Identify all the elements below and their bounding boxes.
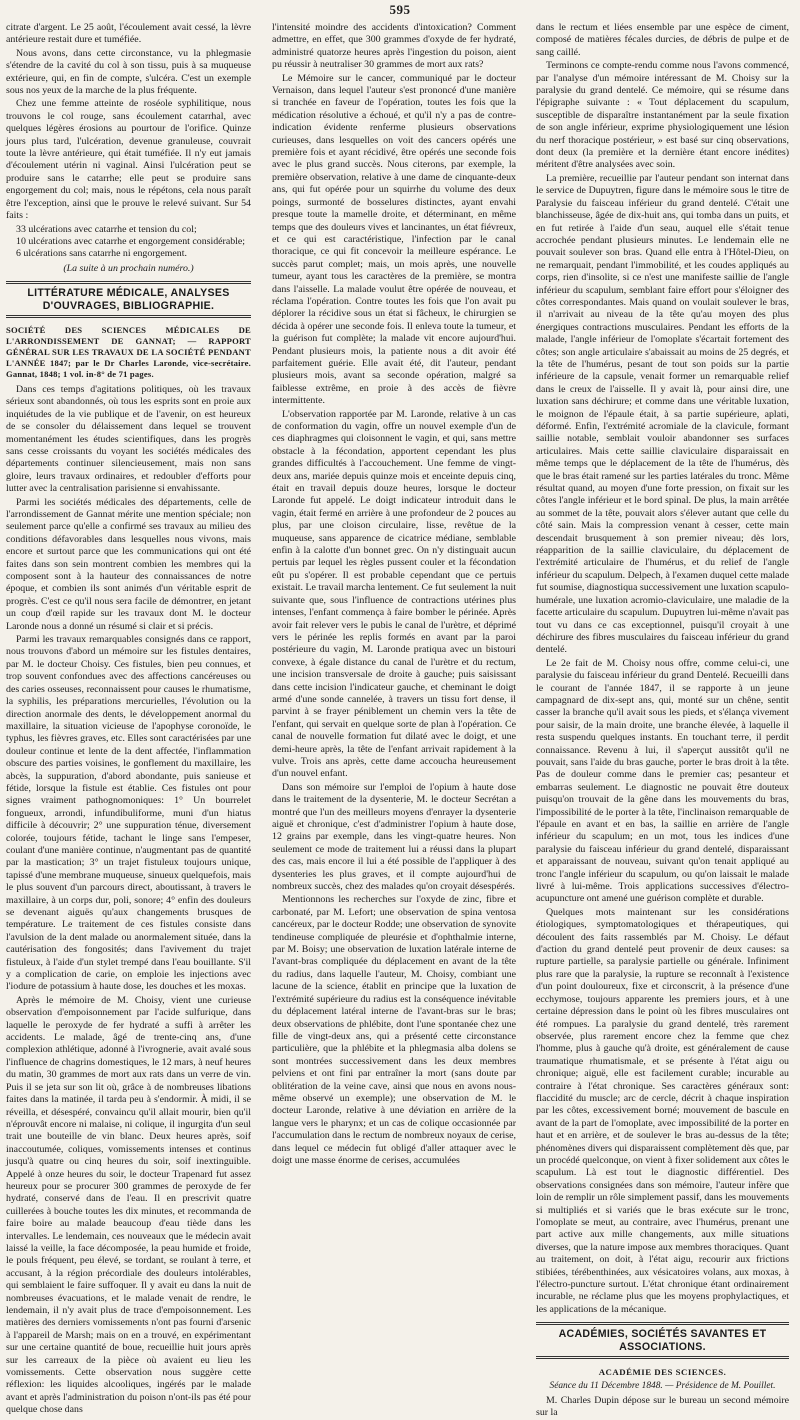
paragraph: Quelques mots maintenant sur les considérations étiologiques, symptomatologiques et thérapeutiques, qui découlent des faits rassemblés par M. Choisy. Le défaut d'action du grand dentelé peut provenir de deux causes: sa rupture partielle, sa paralysie partielle ou générale. Infiniment plus rare que la paralysie, la rupture se reconnaît à l'existence d'un point douloureux, fixe et circonscrit, à la présence d'une ecchymose, toujours apparente les premiers jours, et à une certaine dépression dans le point où les fibres musculaires ont été rompues. La paralysie du grand dentelé, très rarement observée, plus rarement encore chez la femme que chez l'homme, plus à gauche qu'à droite, est généralement de cause traumatique rhumatismale, et se présente à l'état aigu ou chronique; aiguë, elle est facilement curable; incurable au contraire à l'état chronique. Ses caractères généraux sont: flaccidité du muscle; arc de cercle, décrit à chaque inspiration par les côtes, excessivement borné; mouvement de bascule en avant de la part de l'omoplate, avec impossibilité de la porter en haut et en arrière, et de soulever le bras au-dessus de la tête; phénomènes divers qui disparaissent complètement dès que, par un procédé quelconque, on vient à fixer solidement aux côtes le scapulum. Là est tout le diagnostic différentiel. Des observations consignées dans son mémoire, l'auteur infère que loin de remplir un rôle simplement passif, dans les mouvements si multipliés et si variés que le bras exécute sur le tronc, l'omoplate se meut, au contraire, avec l'humérus, prenant une part active aux mille changements, aux mille situations diverses, que la nature impose aux membres thoraciques. Quant au traitement, on doit, à l'état aigu, recourir aux frictions stibiées, térébenthinées, aux vésicatoires volans, aux moxas, à l'électro-puncture surtout. L'état chronique étant ordinairement incurable, ne réclame plus que les moyens prophylactiques, et les applications de la mécanique. [536,906,789,1315]
paragraph: Parmi les travaux remarquables consignés dans ce rapport, nous trouvons d'abord un mémoire sur les fistules dentaires, par M. le docteur Choisy. Ces fistules, bien peu connues, et trop souvent confondues avec des affections cancéreuses ou des caries osseuses, reconnaissent pour causes le rhumatisme, la syphilis, les préparations mercurielles, l'évolution ou la direction anormale des dents, le développement anormal du maxillaire, la situation vicieuse de l'apophyse coronoïde, le typhus, les fièvres graves, etc. Elles sont caractérisées par une douleur continue et lente de la dent affectée, l'inflammation obscure des parties voisines, le gonflement du maxillaire, les abcès, la suppuration, d'abord abondante, puis sanieuse et fétide, lorsque la fistule est établie. Ces fistules ont pour signes vraiment pathognomoniques: 1° Un bourrelet fongueux, arrondi, infundibuliforme, muni d'un hiatus difficile à découvrir; 2° une suppuration ténue, diversement colorée, toujours fétide, tachant le linge sans l'empeser, coulant d'une manière continue, n'augmentant pas de quantité par la mastication; 3° un trajet fistuleux toujours unique, tapissé d'une membrane muqueuse, sinueux quelquefois, mais le plus souvent d'un parcours direct, aboutissant, à travers le maxillaire, à un corps dur, poli, sonore; 4° enfin des douleurs se devenant aiguës qu'aux changements brusques de température. Le traitement de ces fistules consiste dans l'avulsion de la dent malade ou anormalement située, dans la cautérisation des fongosités; dans l'avivement du trajet fistuleux, à l'aide d'un stylet trempé dans l'eau bouillante. S'il y a complication de carie, on emploie les injections avec l'iodure de potassium à haute dose, les douches et les moxas. [6,634,251,993]
list-item: 33 ulcérations avec catarrhe et tension du col; [16,223,197,235]
paragraph: Après le mémoire de M. Choisy, vient une curieuse observation d'empoisonnement par l'acide sulfurique, dans laquelle le peroxyde de fer hydraté a suffi à arrêter les accidents. Le malade, âgé de trente-cinq ans, d'une complexion athlétique, adonné à l'ivrognerie, avait avalé sous l'influence de chagrins domestiques, le 12 mars, à neuf heures du matin, 30 grammes de mort aux rats dans un verre de vin. Puis il se jeta sur son lit où, grâce à de nombreuses libations faites dans la matinée, il tarda peu à s'endormir. À midi, il se réveilla, et désespéré, convaincu qu'il allait mourir, bien qu'il n'éprouvât encore ni malaise, ni colique, il ingurgita d'un seul trait une bouteille de vin blanc. Deux heures après, soif inaccoutumée, coliques, vomissements intenses et continus jusqu'à quatre ou cinq heures du soir, soif inextinguible. Appelé à onze heures du soir, le docteur Trapenard fut assez heureux pour se procurer 300 grammes de peroxyde de fer hydraté, conservé dans de l'eau. Il en prescrivit quatre cuillerées à bouche toutes les dix minutes, et recommanda de faire boire au malade beaucoup d'eau tiède dans les intervalles. Le lendemain, ces nouveaux que le médecin avait laissé la veille, la face décomposée, la peau humide et froide, le pouls fréquent, peu élevé, se tordant, se roulant à terre, et accusant, à la région précordiale des douleurs intolérables, qui semblaient le faire suffoquer. Il y avait eu dans la nuit de nombreuses évacuations, et le malade venait de rendre, le lendemain, il n'y avait plus de trace d'empoisonnement. Les matières des derniers vomissements n'ont pas fourni d'arsenic à l'appareil de Marsh; mais on en a trouvé, en expérimentant sur une certaine quantité de boue, recueillie huit jours après sur les carreaux de la pièce où avaient eu lieu les vomissements. Cette observation nous suggère cette réflexion: les liquides alcooliques, ingérés par le malade avant et après l'administration du poison n'ont-ils pas été pour quelque chose dans [6,994,251,1416]
list-item: 6 ulcérations sans catarrhe ni engorgement. [16,248,187,260]
paragraph: Terminons ce compte-rendu comme nous l'avons commencé, par l'analyse d'un mémoire intéressant de M. Choisy sur la paralysie du grand dentelé. Ce mémoire, qui se résume dans l'épigraphe suivante : « Tout déplacement du scapulum, susceptible de disparaître instantanément par la seule fixation de son angle inférieur, exprime physiologiquement une lésion du nerf thoracique postérieur, » est basé sur cinq observations, dont deux (la première et la dernière étant encore inédites) méritent d'être analysées avec soin. [536,60,789,171]
paragraph: Mentionnons les recherches sur l'oxyde de zinc, fibre et carbonaté, par M. Lefort; une observation de spina ventosa cancéreux, par le docteur Rodde; une observation de synovite tendineuse compliquée de pleurésie et d'ophthalmie interne, par M. Boisy; une observation de luxation latérale interne de l'avant-bras compliquée du déplacement en avant de la tête du radius, dans laquelle l'auteur, M. Choisy, combiant une lacune de la science, établit en principe que la luxation de l'extrémité supérieure du radius est la conséquence inévitable du déplacement latéral interne de l'avant-bras sur le bras; deux observations de phlébite, dont l'une spontanée chez une fille de vingt-deux ans, qui a présenté cette circonstance particulière, que la phlébite et la phlegmasia alba dolens se sont montrées successivement dans les deux membres pelviens et ont fini par entraîner la mort (sans doute par oblitération de la veine cave, ainsi que nous en avons nous-même observé un exemple); une observation de M. le docteur Laronde, relative à une déviation en arrière de la langue vers le pharynx; et un cas de colique occasionnée par l'accumulation dans le rectum de nombreux noyaux de cerise, dans lequel ce médecin fut obligé d'aller attaquer avec le doigt une masse énorme de cerises, accumulées [272,894,516,1166]
paragraph: citrate d'argent. Le 25 août, l'écoulement avait cessé, la lèvre antérieure restait dure et tuméfiée. [6,22,251,46]
paragraph: Chez une femme atteinte de roséole syphilitique, nous trouvons le col rouge, sans écoulement catarrhal, avec quelques légères érosions au pourtour de l'orifice. Quinze jours plus tard, l'ulcération, devenue granuleuse, couvrait toute la lèvre antérieure, qui était tuméfiée. Il n'y eut jamais d'écoulement utérin ni vaginal. Ainsi l'ulcération peut se produire sans le catarrhe; elle peut se produire sans engorgement du col; mais, nous le répétons, cela nous paraît être l'exception, ainsi que le prouve le relevé suivant. Sur 54 faits : [6,98,251,222]
section-heading: ACADÉMIES, SOCIÉTÉS SAVANTES ET ASSOCIATIONS. [536,1322,789,1359]
page-number: 595 [389,2,411,17]
review-title [6,325,251,380]
review-title-text: SOCIÉTÉ DES SCIENCES MÉDICALES DE L'ARRONDISSEMENT DE GANNAT; — RAPPORT GÉNÉRAL SUR LES TRAVAUX DE LA SOCIÉTÉ PENDANT L'ANNÉE 1847; par le Dr Charles Laronde, vice-secrétaire. Gannat, 1848; 1 vol. in-8° de 71 pages. [6,324,251,379]
paragraph: Dans son mémoire sur l'emploi de l'opium à haute dose dans le traitement de la dysenterie, M. le docteur Secrétan a montré que l'un des meilleurs moyens d'enrayer la dysenterie aiguë et chronique, c'est d'administrer l'opium à haute dose, 12 grains par exemple, dans les vingt-quatre heures. Non seulement ce mode de traitement lui a réussi dans la plupart des cas, mais encore il lui a été possible de l'appliquer à des dysenteries les plus graves, et il compte aujourd'hui de nombreux succès, chez des malades qu'on croyait désespérés. [272,781,516,893]
column-2 [272,22,516,1166]
column-3 [536,22,789,1419]
paragraph: Le Mémoire sur le cancer, communiqué par le docteur Vernaison, dans lequel l'auteur s'est prononcé d'une manière si tranchée en faveur de l'opération, toutes les fois que la médication résolutive a échoué, et qu'il n'y a pas de contre-indication évidente renferme plusieurs observations curieuses, dans lesquelles on voit des cancers opérés une première fois et ayant récidivé, être opérés une seconde fois avec le plus grand succès. Nous citerons, par exemple, la première observation, relative à une dame de cinquante-deux ans, qui fut opérée pour un squirrhe du volume des deux poings, surmonté de bosselures distinctes, ayant envahi presque toute la mamelle droite, et déterminant, en même temps que des douleurs vives et lancinantes, un état fiévreux, et ce qui est caractéristique, l'infection par le canal thoracique, ce qui fit concevoir la meilleure espérance. Le succès parut complet; mais, un mois après, une nouvelle tumeur, ayant tous les caractères de la première, se montra dans l'aisselle. La malade voulut être opérée de nouveau, et réclama l'opération. Contre toutes les fois que l'on avait pu déplorer la récidive sous un état si fâcheux, le chirurgien se décida à opérer une seconde fois. Il enleva toute la tumeur, et la guérison fut complète; la malade vit encore aujourd'hui. Pendant plusieurs mois, la patiente nous a dit avoir été parfaitement guérie. Elle avait été, dit l'auteur, pendant plusieurs mois, avant sa seconde opération, malgré sa faiblesse extrême, en proie à des accès de fièvre intermittente. [272,72,516,407]
paragraph: Parmi les sociétés médicales des départements, celle de l'arrondissement de Gannat mérite une mention spéciale; non seulement parce qu'elle a confirmé ses travaux au milieu des conditions défavorables dans lesquelles nous vivons, mais encore et surtout parce que les communications qui ont été faites dans son sein montrent combien les membres qui la composent sont à la hauteur des connaissances de notre époque, et combien ils sont animés d'un véritable esprit de progrès. C'est ce qu'il nous sera facile de démontrer, en jetant un coup d'œil rapide sur les travaux dont M. le docteur Laronde nous a donné un résumé si clair et si précis. [6,496,251,632]
column-1 [6,22,251,1416]
paragraph: Nous avons, dans cette circonstance, vu la phlegmasie s'étendre de la cavité du col à son tissu, puis à sa muqueuse extérieure, qui, en fin de compte, s'ulcéra. C'est un exemple sous nos yeux de la marche de la plus fréquente. [6,47,251,97]
paragraph: M. Charles Dupin dépose sur le bureau un second mémoire sur la [536,1394,789,1419]
paragraph: La première, recueillie par l'auteur pendant son internat dans le service de Dupuytren, figure dans le mémoire sous le titre de Paralysie du faisceau inférieur du grand dentelé. C'était une blanchisseuse, âgée de dix-huit ans, qui tomba dans un puits, et en fut retirée à l'aide d'un seau, auquel elle s'était tenue accrochée pendant plusieurs minutes. Le lendemain elle ne pouvait soulever son bras. Quand elle entra à l'Hôtel-Dieu, on ne remarquait, pendant l'immobilité, et les coudes appliqués au corps, rien d'insolite, si ce n'est une manifeste saillie de l'angle inférieur du scapulum, semblant faire effort pour s'éloigner des côtes correspondantes. Mais quand on voulait soulever le bras, il n'arrivait au niveau de la tête qu'au moyen des plus énergiques contractions musculaires. Pendant les efforts de la malade, l'angle inférieur de l'omoplate s'écartait fortement des côtes; son angle articulaire s'abaissait au moins de 25 degrés, et la tête de l'humérus, pesant de tout son poids sur la partie inférieure de la capsule, venait former un remarquable relief dans le creux de l'aisselle. Il y avait là, pour ainsi dire, une luxation sans déchirure; et comme dans une véritable luxation, le moignon de l'épaule était, à sa partie supérieure, aplati, déformé. Enfin, l'extrémité acromiale de la clavicule, formant saillie notable, semblait vouloir abandonner ses surfaces articulaires. Mais cette saillie claviculaire disparaissait en même temps que le déplacement de la tête de l'humérus, dès que le bras était ramené sur les parties latérales du tronc. Même résultat quand, au moyen d'une forte pression, on fixait sur les côtes l'angle inférieur et le bord spinal. De plus, la main arrêtée au sommet de la tête, pouvait alors s'élever autant que celle du côté sain. Mais la compression venant à cesser, cette main descendait brusquement à son premier niveau; dès lors, réapparition de la saillie claviculaire, du déplacement de l'extrémité articulaire de l'humérus, et du relief de l'angle inférieur du scapulum. Delpech, à l'examen duquel cette malade fut soumise, diagnostiqua successivement une luxation scapulo-humérale, une luxation acromio-claviculaire, une maladie de la facette articulaire du scapulum. Dupuytren lui-même n'avait pas tout vu dans ce cas exceptionnel, puisqu'il croyait à une déchirure des fibres musculaires du faisceau inférieur du grand dentelé. [536,172,789,656]
paragraph: Le 2e fait de M. Choisy nous offre, comme celui-ci, une paralysie du faisceau inférieur du grand Dentelé. Recueilli dans le courant de l'année 1847, il se rapporte à un jeune campagnard de dix-sept ans, qui, monté sur un chêne, sentit casser la branche qu'il avait sous les pieds, et s'élança vivement pour saisir, de la main droite, une branche élevée, à laquelle il resta suspendu quelques instants. En touchant terre, il perdit connaissance. Revenu à lui, il s'aperçut aussitôt qu'il ne pouvait, sans l'aide du bras gauche, porter le bras droit à la tête. Pas de douleur comme dans le premier cas; pesanteur et embarras seulement. Le diagnostic ne pouvait être douteux puisqu'on trouvait de la gêne dans les mouvements du bras, l'impossibilité de le porter à la tête, l'inclinaison remarquable de l'épaule en avant et en bas, la saillie en arrière de l'angle inférieur du scapulum; en un mot, tous les indices d'une paralysie du faisceau inférieur du grand dentelé, disparaissant et apparaissant de nouveau, suivant qu'on tenait appliqué au tronc l'angle inférieur du scapulum, ou qu'on laissait le malade livré à lui-même. Trois applications successives d'électro-acupuncture ont amené une guérison complète et durable. [536,657,789,905]
session-line: Séance du 11 Décembre 1848. — Présidence de M. Pouillet. [549,1381,776,1392]
continued-note: (La suite à un prochain numéro.) [63,262,194,274]
paragraph: Dans ces temps d'agitations politiques, où les travaux sérieux sont abandonnés, où tous les esprits sont en proie aux inquiétudes de la vie publique et de l'avenir, on est heureux de se consoler du délaissement dans lequel se trouvent momentanément les études scientifiques, dans les progrès sans cesse croissants du voyant les sociétés médicales des départements continuer silencieusement, mais non sans gloire, leurs travaux ordinaires, et redoubler d'efforts pour lutter avec la centralisation parisienne si envahissante. [6,383,251,495]
list-item: 10 ulcérations avec catarrhe et engorgement considérable; [16,235,246,247]
paragraph: dans le rectum et liées ensemble par une espèce de ciment, composé de matières fécales durcies, de débris de pulpe et de sang caillé. [536,22,789,58]
paragraph: l'intensité moindre des accidents d'intoxication? Comment admettre, en effet, que 300 grammes d'oxyde de fer hydraté, administré quatorze heures après l'ingestion du poison, aient pu réussir à neutraliser 30 grammes de mort aux rats? [272,22,516,71]
paragraph: L'observation rapportée par M. Laronde, relative à un cas de conformation du vagin, offre un nouvel exemple d'un de ces diaphragmes qui cloisonnent le vagin, et qui, sans mettre obstacle à la fécondation, apportent cependant les plus grandes difficultés à l'accouchement. Une femme de vingt-deux ans, mariée depuis quinze mois et enceinte depuis cinq, était en travail depuis douze heures, lorsque le docteur Laronde fut appelé. Le doigt indicateur introduit dans le vagin, était fermé en arrière à une profondeur de 2 pouces au plus, par une cloison circulaire, lisse, revêtue de la muqueuse, sans apparence de cicatrice médiane, semblable enfin à la calotte d'un bonnet grec. On n'y distinguait aucun pertuis par lequel les règles pussent couler et la fécondation eût pu s'opérer. Il est probable cependant que ce pertuis existait. Le travail marcha lentement. Ce fut seulement la nuit suivante que, sous l'influence de contractions utérines plus intenses, l'enfant commença à faire bomber le périnée. Après avoir fait relever vers le pubis le canal de l'urètre, et déprimé vers le périnée les replis formés en avant par la paroi postérieure du vagin, M. Laronde pratiqua avec un bistouri convexe, à égale distance du canal de l'urètre et du rectum, une incision transversale de droite à gauche; puis saisissant dans cette incision l'indicateur gauche, et cheminant le doigt armé d'une sonde cannelée, à travers un tissu fort dense, il parvint à se frayer péniblement un chemin vers la tête de l'enfant, qui servait en quelque sorte de plan à l'opération. Ce canal de nouvelle formation fut dilaté avec le doigt, et une demi-heure après, la tête de l'enfant arrivait rapidement à la vulve. Trois ans après, cette dame accoucha heureusement d'un nouvel enfant. [272,408,516,780]
academy-title: ACADÉMIE DES SCIENCES. [598,1367,727,1378]
section-heading: LITTÉRATURE MÉDICALE, ANALYSES D'OUVRAGES, BIBLIOGRAPHIE. [6,281,251,318]
